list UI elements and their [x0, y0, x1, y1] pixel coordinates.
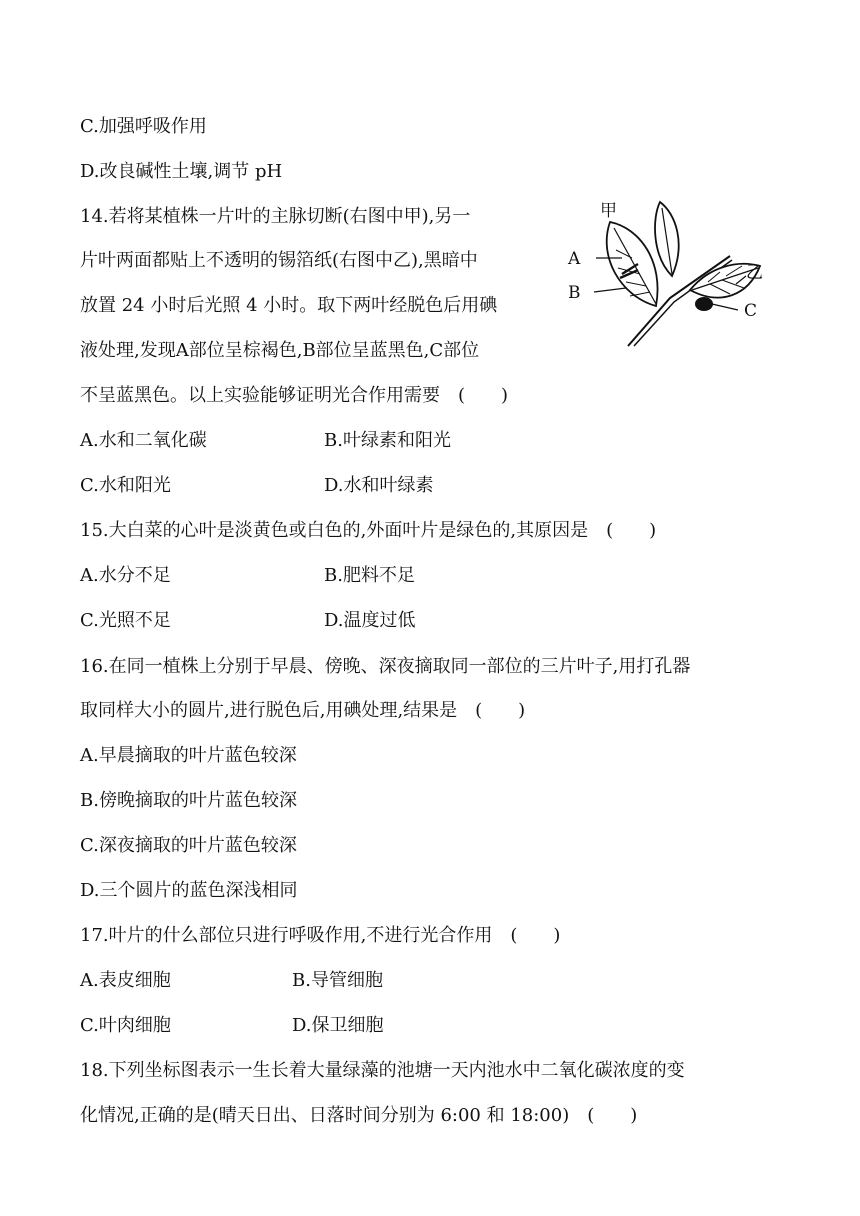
label-jia: 甲 — [600, 201, 617, 221]
option-b-14: B.叶绿素和阳光 — [324, 430, 451, 451]
question-18-line-1: 18.下列坐标图表示一生长着大量绿藻的池塘一天内池水中二氧化碳浓度的变 — [80, 1060, 685, 1081]
label-b: B — [568, 283, 581, 303]
option-d-16: D.三个圆片的蓝色深浅相同 — [80, 880, 298, 901]
option-d-17: D.保卫细胞 — [292, 1015, 384, 1036]
question-14-line-2: 片叶两面都贴上不透明的锡箔纸(右图中乙),黑暗中 — [80, 250, 478, 271]
option-a-14: A.水和二氧化碳 — [80, 430, 207, 451]
question-18-line-2: 化情况,正确的是(晴天日出、日落时间分别为 6:00 和 18:00) ( ) — [80, 1105, 638, 1126]
question-17: 17.叶片的什么部位只进行呼吸作用,不进行光合作用 ( ) — [80, 925, 561, 946]
option-d-14: D.水和叶绿素 — [324, 475, 434, 496]
option-b-17: B.导管细胞 — [292, 970, 383, 991]
option-c-13: C.加强呼吸作用 — [80, 116, 207, 137]
question-15: 15.大白菜的心叶是淡黄色或白色的,外面叶片是绿色的,其原因是 ( ) — [80, 520, 657, 541]
leaf-diagram — [560, 196, 780, 352]
foil-patch — [695, 297, 713, 311]
option-c-15: C.光照不足 — [80, 610, 171, 631]
label-line-b — [594, 288, 626, 292]
label-yi: 乙 — [746, 263, 763, 283]
option-c-16: C.深夜摘取的叶片蓝色较深 — [80, 835, 297, 856]
option-c-17: C.叶肉细胞 — [80, 1015, 171, 1036]
option-a-15: A.水分不足 — [80, 565, 171, 586]
option-b-16: B.傍晚摘取的叶片蓝色较深 — [80, 790, 297, 811]
question-14-line-4: 液处理,发现A部位呈棕褐色,B部位呈蓝黑色,C部位 — [80, 340, 480, 361]
option-d-15: D.温度过低 — [324, 610, 416, 631]
label-a: A — [568, 249, 581, 269]
question-16-line-1: 16.在同一植株上分别于早晨、傍晚、深夜摘取同一部位的三片叶子,用打孔器 — [80, 656, 691, 677]
option-c-14: C.水和阳光 — [80, 475, 171, 496]
leaf-diagram-svg — [560, 196, 780, 352]
label-c: C — [744, 301, 758, 321]
question-14-line-1: 14.若将某植株一片叶的主脉切断(右图中甲),另一 — [80, 206, 471, 227]
option-b-15: B.肥料不足 — [324, 565, 415, 586]
label-line-c — [712, 304, 738, 310]
question-14-line-3: 放置 24 小时后光照 4 小时。取下两叶经脱色后用碘 — [80, 295, 498, 316]
question-16-line-2: 取同样大小的圆片,进行脱色后,用碘处理,结果是 ( ) — [80, 700, 526, 721]
option-d-13: D.改良碱性土壤,调节 pH — [80, 161, 283, 182]
option-a-17: A.表皮细胞 — [80, 970, 171, 991]
option-a-16: A.早晨摘取的叶片蓝色较深 — [80, 745, 297, 766]
question-14-line-5: 不呈蓝黑色。以上实验能够证明光合作用需要 ( ) — [80, 385, 509, 406]
